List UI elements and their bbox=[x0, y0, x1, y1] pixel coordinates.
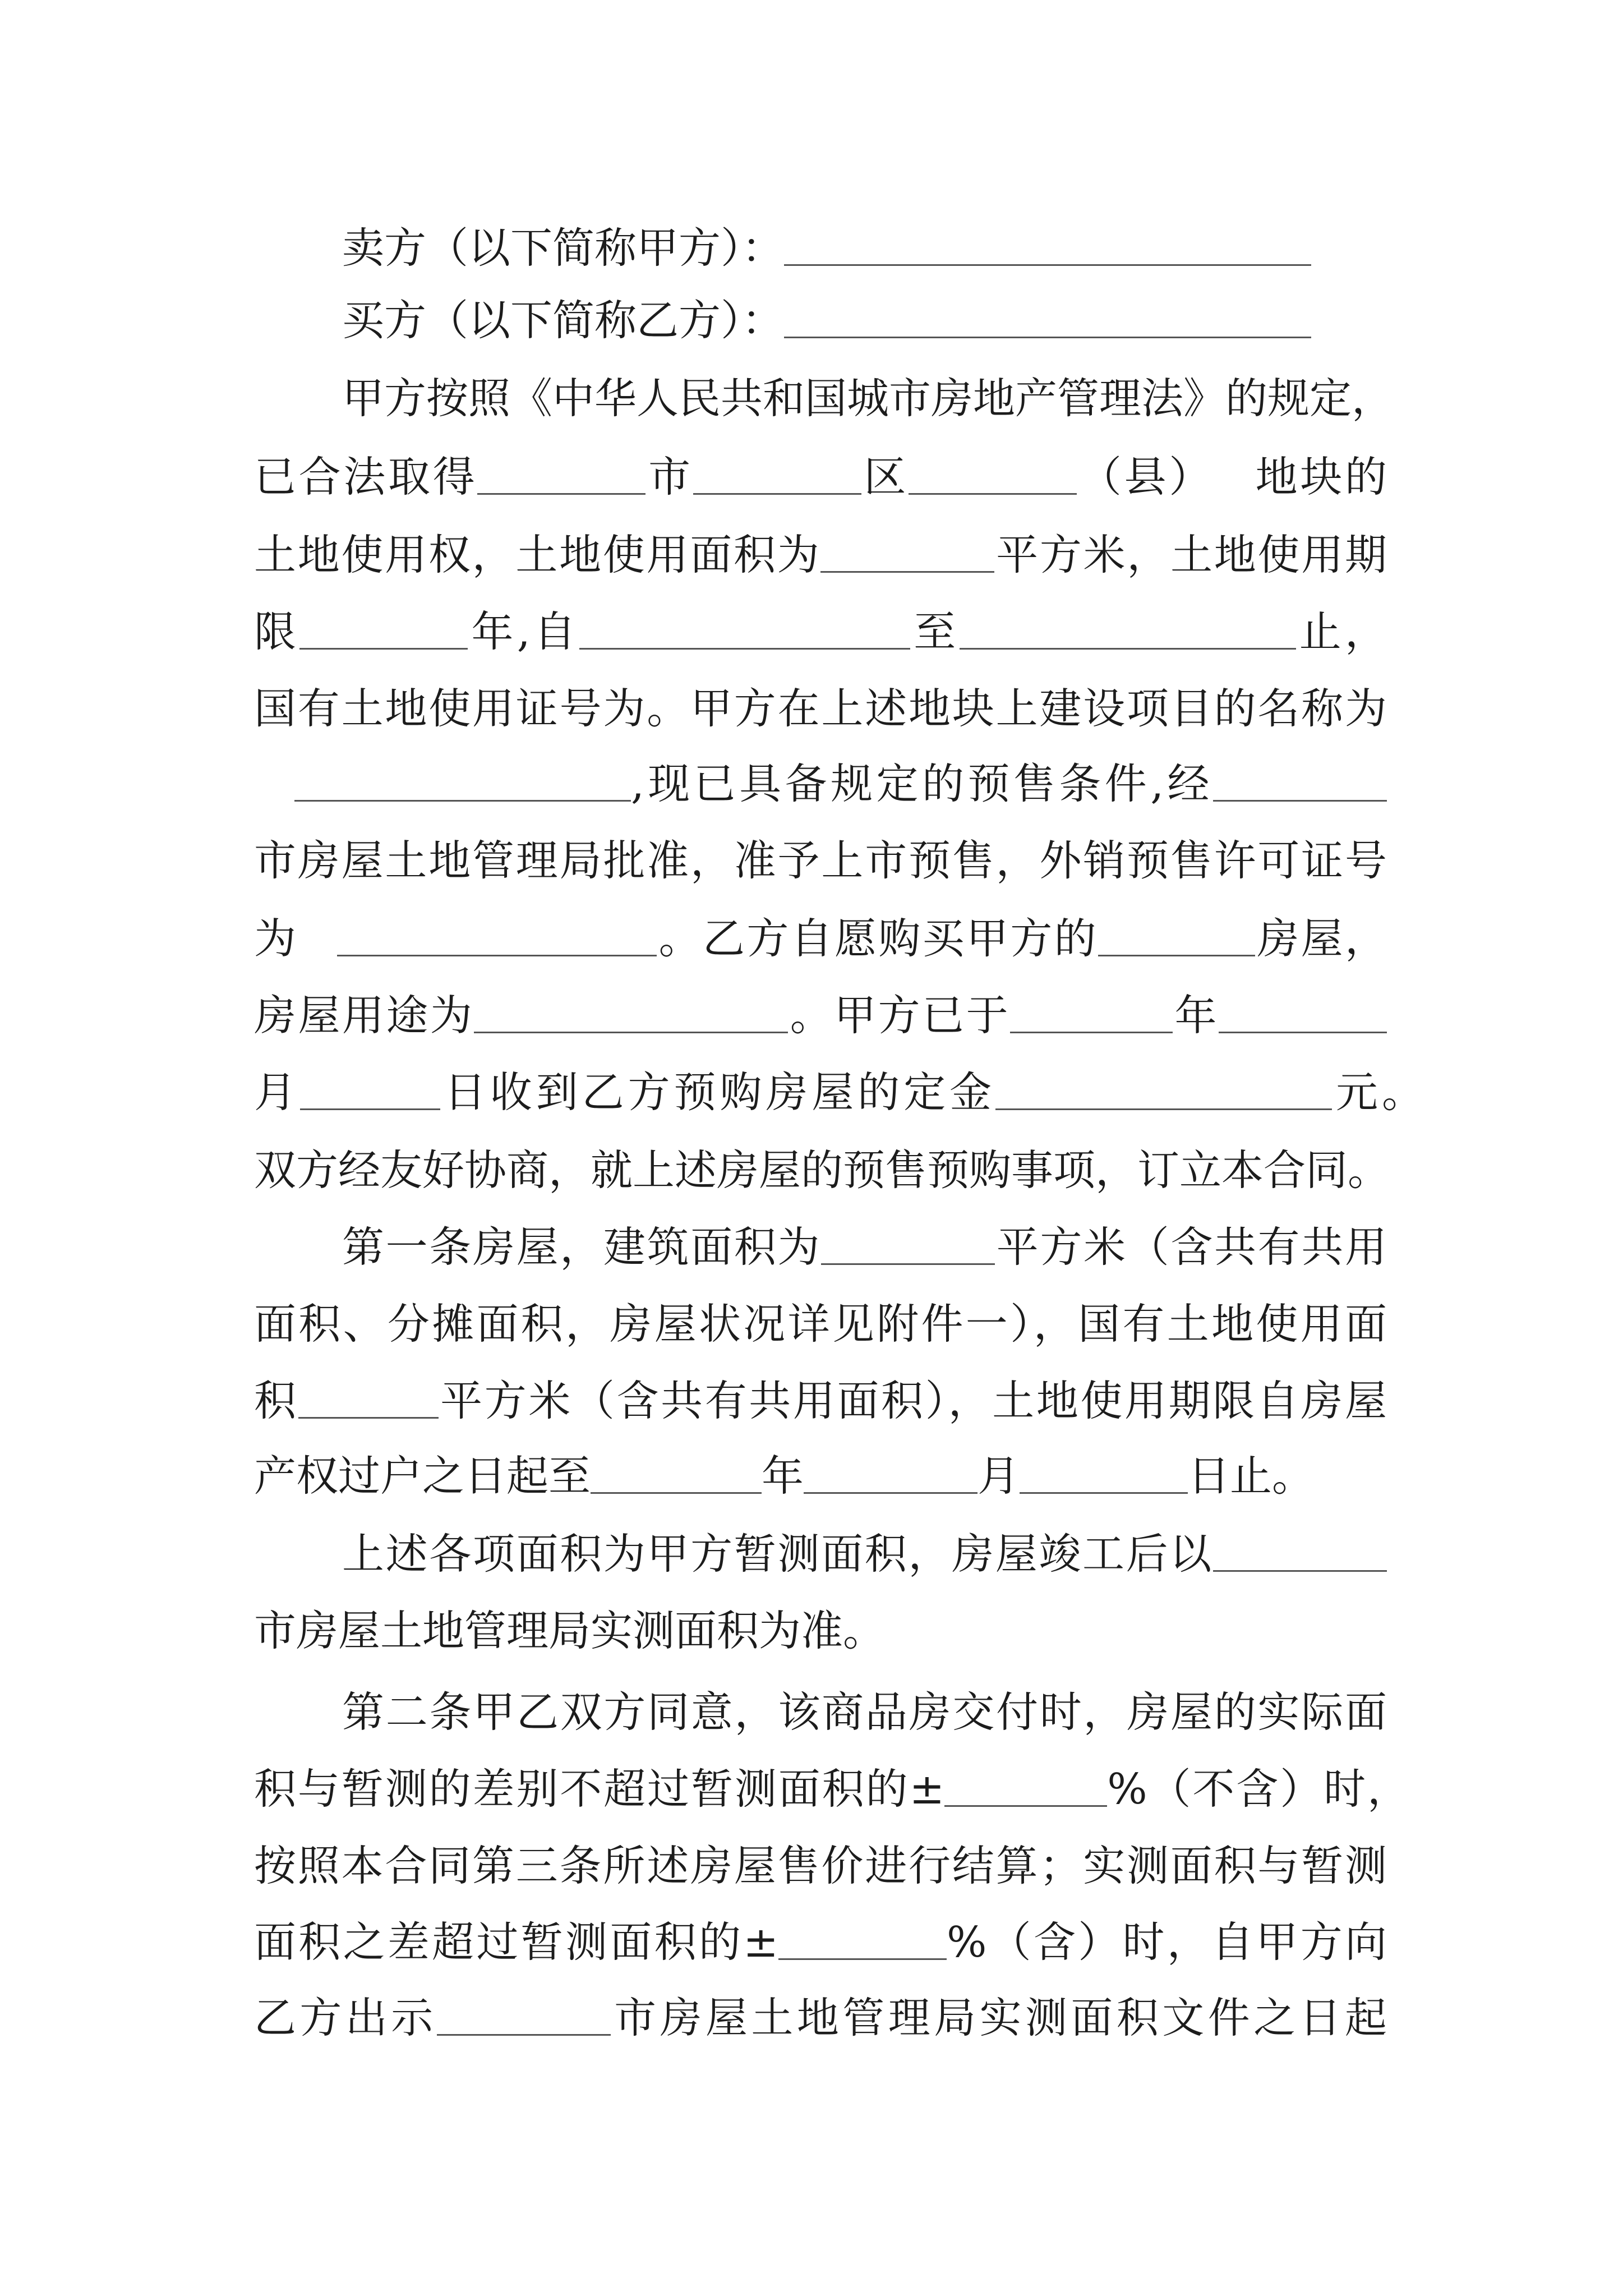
contract-line bbox=[254, 1990, 1387, 2046]
line-text: 月 bbox=[254, 1068, 300, 1117]
term-end-blank bbox=[960, 614, 1296, 650]
line-text: 日收到乙方预购房屋的定金 bbox=[440, 1068, 996, 1117]
land-area-blank bbox=[820, 537, 994, 573]
contract-line bbox=[254, 527, 1387, 583]
contract-line bbox=[254, 1064, 1424, 1120]
contract-line bbox=[254, 604, 1387, 660]
buyer-label: 买方（以下简称乙方）： bbox=[342, 296, 784, 345]
line-text: 按照本合同第三条所述房屋售价进行结算；实测面积与暂测 bbox=[254, 1841, 1387, 1890]
line-text: 积与暂测的差别不超过暂测面积的± bbox=[254, 1764, 945, 1814]
term-years-blank bbox=[299, 614, 468, 650]
line-text: （县） bbox=[1077, 452, 1214, 501]
deposit-amount-blank bbox=[995, 1075, 1332, 1110]
line-text: 至 bbox=[910, 607, 960, 656]
permit-number-blank bbox=[337, 921, 657, 956]
contract-line bbox=[342, 1526, 1387, 1582]
line-text: 市房屋土地管理局批准，准予上市预售，外销预售许可证号 bbox=[254, 836, 1387, 885]
contract-line bbox=[254, 1838, 1387, 1894]
land-use-area-blank bbox=[298, 1383, 439, 1419]
contract-line bbox=[254, 756, 1387, 812]
line-text: 房屋， bbox=[1255, 914, 1387, 963]
line-text: 地块的 bbox=[1252, 452, 1387, 501]
contract-line bbox=[342, 1684, 1387, 1740]
line-text: 房屋用途为 bbox=[254, 991, 474, 1040]
line-text: 平方米，土地使用期 bbox=[994, 530, 1387, 579]
contract-line bbox=[254, 1914, 1387, 1970]
buyer-blank bbox=[784, 303, 1311, 338]
contract-line bbox=[254, 1373, 1387, 1429]
contract-line bbox=[254, 832, 1387, 889]
line-text: 已合法取得 bbox=[254, 452, 478, 501]
line-text: 第一条房屋，建筑面积为 bbox=[342, 1222, 822, 1272]
seller-line bbox=[342, 220, 1387, 276]
seller-label: 卖方（以下简称甲方）： bbox=[342, 223, 784, 273]
line-text: 面积、分摊面积，房屋状况详见附件一），国有土地使用面 bbox=[254, 1299, 1387, 1349]
contract-line bbox=[254, 1761, 1409, 1817]
contract-line bbox=[342, 370, 1394, 426]
line-text: 月 bbox=[978, 1451, 1020, 1501]
survey-city-blank bbox=[1213, 1536, 1387, 1572]
line-text: 为 bbox=[254, 914, 298, 963]
contract-line bbox=[342, 1219, 1387, 1275]
line-text: ,现已具备规定的预售条件,经 bbox=[631, 759, 1213, 808]
line-text: 。乙方自愿购买甲方的 bbox=[657, 914, 1098, 963]
line-text: 平方米（含共有共用面积），土地使用期限自房屋 bbox=[438, 1376, 1387, 1425]
survey-city-blank bbox=[437, 2000, 611, 2036]
line-text: 限 bbox=[254, 607, 300, 656]
contract-line bbox=[254, 987, 1387, 1043]
line-text: 第二条甲乙双方同意，该商品房交付时，房屋的实际面 bbox=[342, 1687, 1387, 1737]
project-name-blank bbox=[294, 766, 631, 802]
term-year-blank bbox=[591, 1458, 762, 1494]
line-text: 甲方按照《中华人民共和国城市房地产管理法》的规定， bbox=[342, 374, 1394, 423]
term-month-blank bbox=[804, 1458, 978, 1494]
line-text: %（不含）时， bbox=[1107, 1764, 1410, 1814]
line-text: 双方经友好协商，就上述房屋的预售预购事项，订立本合同。 bbox=[254, 1145, 1390, 1195]
line-text: 市房屋土地管理局实测面积文件之日起 bbox=[610, 1993, 1387, 2042]
city-blank bbox=[477, 459, 645, 495]
buyer-line bbox=[342, 292, 1387, 348]
line-text: 上述各项面积为甲方暂测面积，房屋竣工后以 bbox=[342, 1529, 1213, 1579]
district-blank bbox=[693, 459, 861, 495]
line-text: 元。 bbox=[1332, 1068, 1424, 1117]
seller-blank bbox=[784, 231, 1311, 266]
line-text: 年 bbox=[1173, 991, 1219, 1040]
line-text: 市房屋土地管理局实测面积为准。 bbox=[254, 1606, 886, 1655]
term-day-blank bbox=[1020, 1458, 1188, 1494]
county-blank bbox=[909, 459, 1077, 495]
contract-line bbox=[254, 1296, 1387, 1352]
line-text: 年 bbox=[762, 1451, 804, 1501]
line-text: 积 bbox=[254, 1376, 298, 1425]
contract-line bbox=[254, 910, 1387, 967]
house-blank bbox=[1098, 921, 1255, 956]
line-text: 区 bbox=[861, 452, 909, 501]
line-text: 止， bbox=[1295, 607, 1387, 656]
line-text: 国有土地使用证号为。甲方在上述地块上建设项目的名称为 bbox=[254, 684, 1387, 733]
deposit-day-blank bbox=[300, 1075, 440, 1110]
house-use-blank bbox=[474, 998, 788, 1033]
deposit-year-blank bbox=[1010, 998, 1173, 1033]
line-text: 。甲方已于 bbox=[788, 991, 1011, 1040]
line-text: 土地使用权，土地使用面积为 bbox=[254, 530, 821, 579]
term-start-blank bbox=[579, 614, 910, 650]
approval-city-blank bbox=[1213, 766, 1387, 802]
contract-line bbox=[254, 1603, 1387, 1659]
tolerance-percent-blank bbox=[944, 1772, 1107, 1807]
line-text: 日止。 bbox=[1188, 1451, 1315, 1501]
line-text: 平方米（含共有共用 bbox=[995, 1222, 1387, 1272]
line-text: 年,自 bbox=[468, 607, 580, 656]
excess-percent-blank bbox=[778, 1925, 947, 1960]
line-text: 面积之差超过暂测面积的± bbox=[254, 1917, 779, 1967]
contract-line bbox=[254, 449, 1387, 505]
line-text: %（含）时，自甲方向 bbox=[947, 1917, 1387, 1967]
contract-line bbox=[254, 1448, 1387, 1504]
building-area-blank bbox=[821, 1230, 995, 1265]
line-text: 市 bbox=[645, 452, 693, 501]
deposit-month-blank bbox=[1219, 998, 1387, 1033]
line-text: 产权过户之日起至 bbox=[254, 1451, 591, 1501]
contract-line bbox=[254, 680, 1387, 737]
line-text: 乙方出示 bbox=[254, 1993, 437, 2042]
contract-line bbox=[254, 1142, 1390, 1198]
